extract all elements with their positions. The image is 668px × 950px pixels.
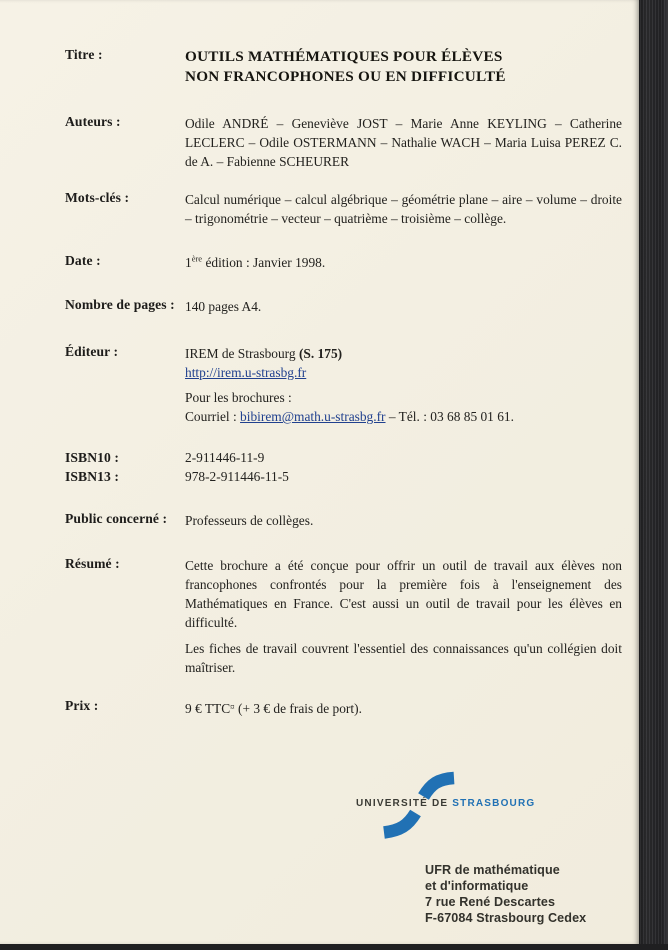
authors-label: Auteurs : [65, 114, 121, 129]
isbn-labels [65, 449, 119, 486]
date-text: édition : Janvier 1998. [202, 255, 326, 270]
isbn10-label: ISBN10 : [65, 450, 120, 465]
brochures-line: Pour les brochures : [185, 390, 292, 405]
summary-label: Résumé : [65, 556, 120, 571]
publisher-name-line [185, 344, 622, 363]
title-label: Titre : [65, 47, 103, 62]
summary-paragraph-2: Les fiches de travail couvrent l'essentiel des connaissances qu'un collégien doit maîtriser. [185, 641, 622, 675]
audience-label: Public concerné : [65, 511, 168, 526]
price-value [185, 698, 622, 718]
logo-text-strasbourg: STRASBOURG [452, 798, 536, 809]
phone-text: – Tél. : 03 68 85 01 61. [385, 409, 514, 424]
date-label: Date : [65, 253, 101, 268]
pages-label: Nombre de pages : [65, 297, 175, 312]
title-line-2: NON FRANCOPHONES OU EN DIFFICULTÉ [185, 68, 506, 85]
publisher-url-line [185, 363, 622, 382]
price-amount: 9 € TTC [185, 701, 231, 716]
price-shipping: (+ 3 € de frais de port). [234, 701, 362, 716]
address-line-1: UFR de mathématique [425, 863, 560, 877]
date-value [185, 253, 622, 272]
scan-bottom-edge [0, 944, 668, 950]
keywords-value: Calcul numérique – calcul algébrique – géométrie plane – aire – volume – droite – trigonométrie – vecteur – quatrième – troisième – collège. [185, 192, 622, 226]
isbn10-value: 2-911446-11-9 [185, 450, 265, 465]
audience-value: Professeurs de collèges. [185, 513, 314, 528]
book-spine [637, 0, 668, 950]
publisher-value [185, 344, 622, 426]
isbn13-label: ISBN13 : [65, 468, 120, 484]
summary-paragraph-1: Cette brochure a été conçue pour offrir un outil de travail aux élèves non francophones confrontés pour la première fois à l'enseignement des Mathématiques en France. C'est aussi un outil de travail pour les élèves en difficulté. [185, 558, 622, 630]
publisher-name: IREM de Strasbourg [185, 346, 299, 361]
price-label: Prix : [65, 698, 99, 713]
publisher-address [425, 862, 586, 926]
contact-line [185, 407, 622, 426]
address-line-4: F-67084 Strasbourg Cedex [425, 911, 587, 925]
isbn13-value: 978-2-911446-11-5 [185, 468, 289, 484]
publisher-ref: (S. 175) [298, 346, 343, 361]
publisher-label: Éditeur : [65, 344, 119, 359]
title-value [185, 47, 622, 87]
email-link[interactable]: bibirem@math.u-strasbg.fr [240, 409, 386, 424]
address-line-3: 7 rue René Descartes [425, 895, 556, 909]
email-prefix: Courriel : [185, 409, 241, 424]
address-line-2: et d'informatique [425, 879, 529, 893]
isbn-values [185, 449, 622, 486]
logo-text-universite-de: UNIVERSITÉ DE [356, 798, 453, 809]
title-line-1: OUTILS MATHÉMATIQUES POUR ÉLÈVES [185, 48, 503, 65]
date-number: 1 [185, 255, 192, 270]
authors-value: Odile ANDRÉ – Geneviève JOST – Marie Anne KEYLING – Catherine LECLERC – Odile OSTERMANN – Nathalie WACH – Maria Luisa PEREZ C. de A. – Fabienne SCHEURER [185, 116, 622, 169]
keywords-label: Mots-clés : [65, 190, 130, 205]
university-logo-wordmark [356, 798, 535, 809]
publisher-url-link[interactable]: http://irem.u-strasbg.fr [185, 365, 307, 380]
date-ordinal-superscript: ère [191, 253, 203, 264]
price-currency-mark: ¤ [230, 702, 235, 712]
summary-value [185, 556, 622, 677]
pages-value: 140 pages A4. [185, 299, 262, 314]
